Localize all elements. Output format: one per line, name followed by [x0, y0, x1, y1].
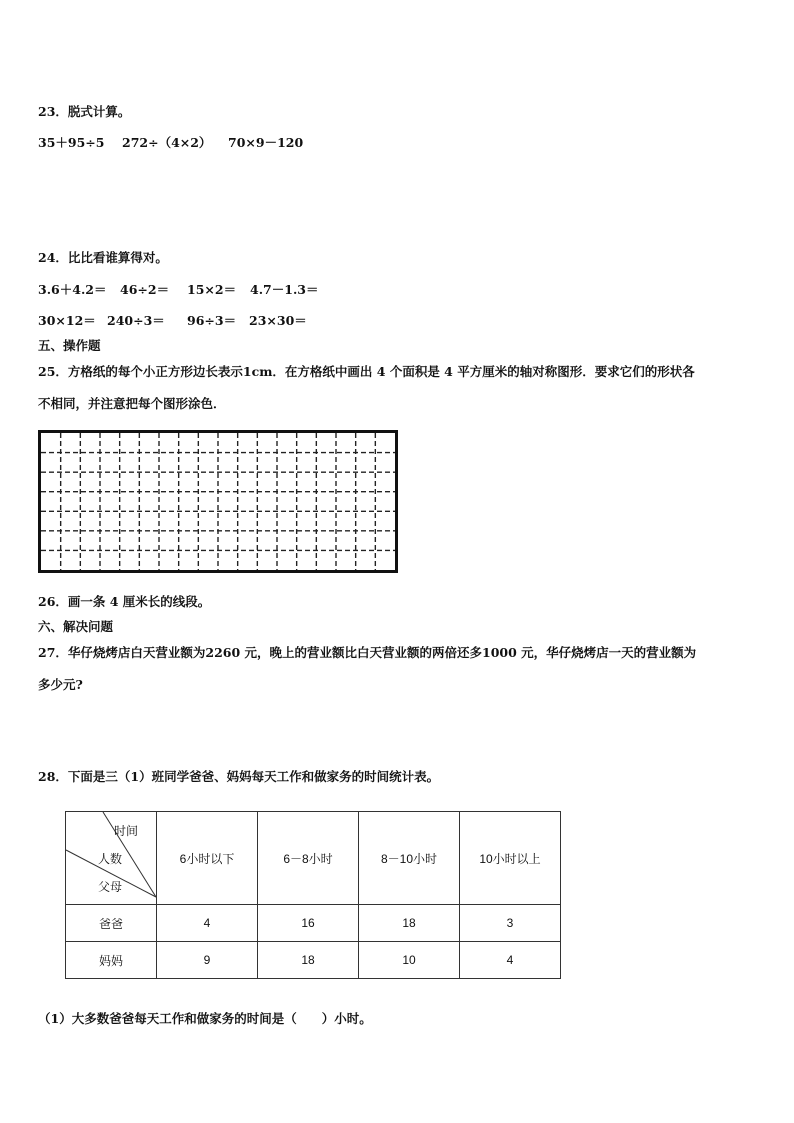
time-statistics-table	[65, 811, 561, 979]
q23-expr-2: 272÷（4×2）	[122, 135, 212, 150]
section-5-heading: 五、操作题	[38, 338, 101, 353]
table-cell: 3	[460, 905, 561, 942]
q28-title: 28．下面是三（1）班同学爸爸、妈妈每天工作和做家务的时间统计表。	[38, 769, 440, 784]
q23-expressions	[38, 135, 303, 151]
q24-item: 240÷3＝	[107, 313, 165, 328]
table-header-cell: 6小时以下	[157, 812, 258, 905]
q24-item: 96÷3＝	[187, 313, 237, 328]
table-cell: 9	[157, 942, 258, 979]
section-6-heading: 六、解决问题	[38, 619, 114, 634]
q24-item: 23×30＝	[249, 313, 307, 328]
q25-line-1: 25．方格纸的每个小正方形边长表示1cm．在方格纸中画出 4 个面积是 4 平方厘米的轴对称图形．要求它们的形状各	[38, 364, 695, 379]
q24-item: 46÷2＝	[120, 282, 170, 297]
q23-expr-3: 70×9－120	[228, 135, 304, 150]
q24-item: 15×2＝	[187, 282, 237, 297]
graph-paper-grid[interactable]	[38, 430, 398, 573]
corner-parent-label: 父母	[98, 880, 123, 894]
table-cell: 18	[359, 905, 460, 942]
table-cell: 18	[258, 942, 359, 979]
q27-line-1: 27．华仔烧烤店白天营业额为2260 元，晚上的营业额比白天营业额的两倍还多1000 元，华仔烧烤店一天的营业额为	[38, 645, 697, 660]
q24-item: 3.6＋4.2＝	[38, 282, 107, 297]
corner-time-label: 时间	[114, 824, 139, 838]
q23-title: 23．脱式计算。	[38, 104, 131, 119]
q26-text: 26．画一条 4 厘米长的线段。	[38, 594, 211, 609]
corner-count-label: 人数	[98, 852, 123, 866]
table-header-cell: 8－10小时	[359, 812, 460, 905]
table-header-row	[66, 812, 561, 905]
q24-row-2	[38, 313, 307, 329]
table-row-mom	[66, 942, 561, 979]
q28-sub-question-1: （1）大多数爸爸每天工作和做家务的时间是（ ）小时。	[38, 1011, 372, 1026]
table-cell: 4	[460, 942, 561, 979]
q24-item: 30×12＝	[38, 313, 96, 328]
table-header-cell: 10小时以上	[460, 812, 561, 905]
table-row-dad	[66, 905, 561, 942]
table-cell: 10	[359, 942, 460, 979]
q24-row-1	[38, 282, 319, 298]
table-cell: 4	[157, 905, 258, 942]
q27-line-2: 多少元?	[38, 677, 83, 692]
q24-item: 4.7－1.3＝	[250, 282, 319, 297]
table-header-cell: 6－8小时	[258, 812, 359, 905]
q25-line-2: 不相同，并注意把每个图形涂色．	[38, 396, 226, 411]
row-label-mom: 妈妈	[66, 942, 157, 979]
table-cell: 16	[258, 905, 359, 942]
q23-expr-1: 35＋95÷5	[38, 135, 105, 150]
row-label-dad: 爸爸	[66, 905, 157, 942]
table-corner-cell	[66, 812, 157, 905]
q24-title: 24．比比看谁算得对。	[38, 250, 168, 265]
